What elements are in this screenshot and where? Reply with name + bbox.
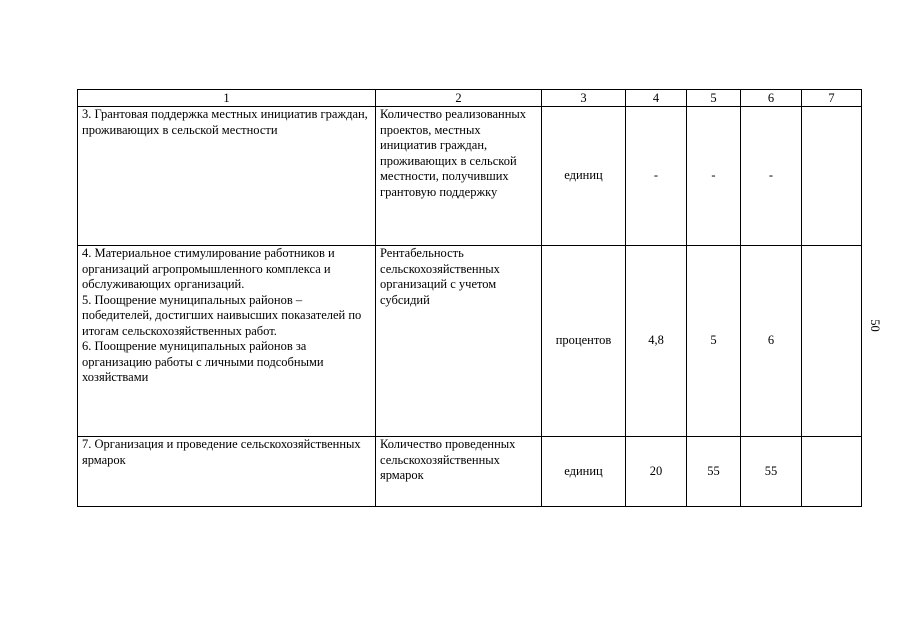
value-col7-cell bbox=[802, 107, 862, 246]
table-row bbox=[78, 437, 862, 507]
value-col6-cell: 6 bbox=[741, 246, 802, 437]
activity-6: 6. Поощрение муниципальных районов за организацию работы с личными подсобными хозяйствами bbox=[82, 339, 324, 384]
col-header-5: 5 bbox=[687, 90, 741, 107]
activity-cell: 7. Организация и проведение сельскохозяйственных ярмарок bbox=[78, 437, 376, 507]
activity-cell bbox=[78, 246, 376, 437]
col-header-4: 4 bbox=[626, 90, 687, 107]
col-header-2: 2 bbox=[376, 90, 542, 107]
value-col5-cell: - bbox=[687, 107, 741, 246]
col-header-7: 7 bbox=[802, 90, 862, 107]
value-col5-cell: 5 bbox=[687, 246, 741, 437]
indicators-table bbox=[77, 89, 862, 507]
value-col4-cell: - bbox=[626, 107, 687, 246]
value-col6-cell: 55 bbox=[741, 437, 802, 507]
col-header-6: 6 bbox=[741, 90, 802, 107]
value-col6-cell: - bbox=[741, 107, 802, 246]
indicator-cell: Количество проведенных сельскохозяйственных ярмарок bbox=[376, 437, 542, 507]
page-number: 50 bbox=[867, 319, 882, 332]
header-row bbox=[78, 90, 862, 107]
unit-cell: процентов bbox=[542, 246, 626, 437]
unit-cell: единиц bbox=[542, 107, 626, 246]
value-col7-cell bbox=[802, 437, 862, 507]
value-col5-cell: 55 bbox=[687, 437, 741, 507]
value-col7-cell bbox=[802, 246, 862, 437]
unit-cell: единиц bbox=[542, 437, 626, 507]
activity-cell: 3. Грантовая поддержка местных инициатив граждан, проживающих в сельской местности bbox=[78, 107, 376, 246]
value-col4-cell: 20 bbox=[626, 437, 687, 507]
indicator-cell: Количество реализованных проектов, местных инициатив граждан, проживающих в сельской местности, получивших грантовую поддержку bbox=[376, 107, 542, 246]
col-header-1: 1 bbox=[78, 90, 376, 107]
indicator-cell: Рентабельность сельскохозяйственных организаций с учетом субсидий bbox=[376, 246, 542, 437]
col-header-3: 3 bbox=[542, 90, 626, 107]
value-col4-cell: 4,8 bbox=[626, 246, 687, 437]
activity-5: 5. Поощрение муниципальных районов – победителей, достигших наивысших показателей по итогам сельскохозяйственных работ. bbox=[82, 292, 362, 338]
activity-4: 4. Материальное стимулирование работников и организаций агропромышленного комплекса и обслуживающих организаций. bbox=[82, 246, 335, 291]
table-row bbox=[78, 107, 862, 246]
table-row bbox=[78, 246, 862, 437]
